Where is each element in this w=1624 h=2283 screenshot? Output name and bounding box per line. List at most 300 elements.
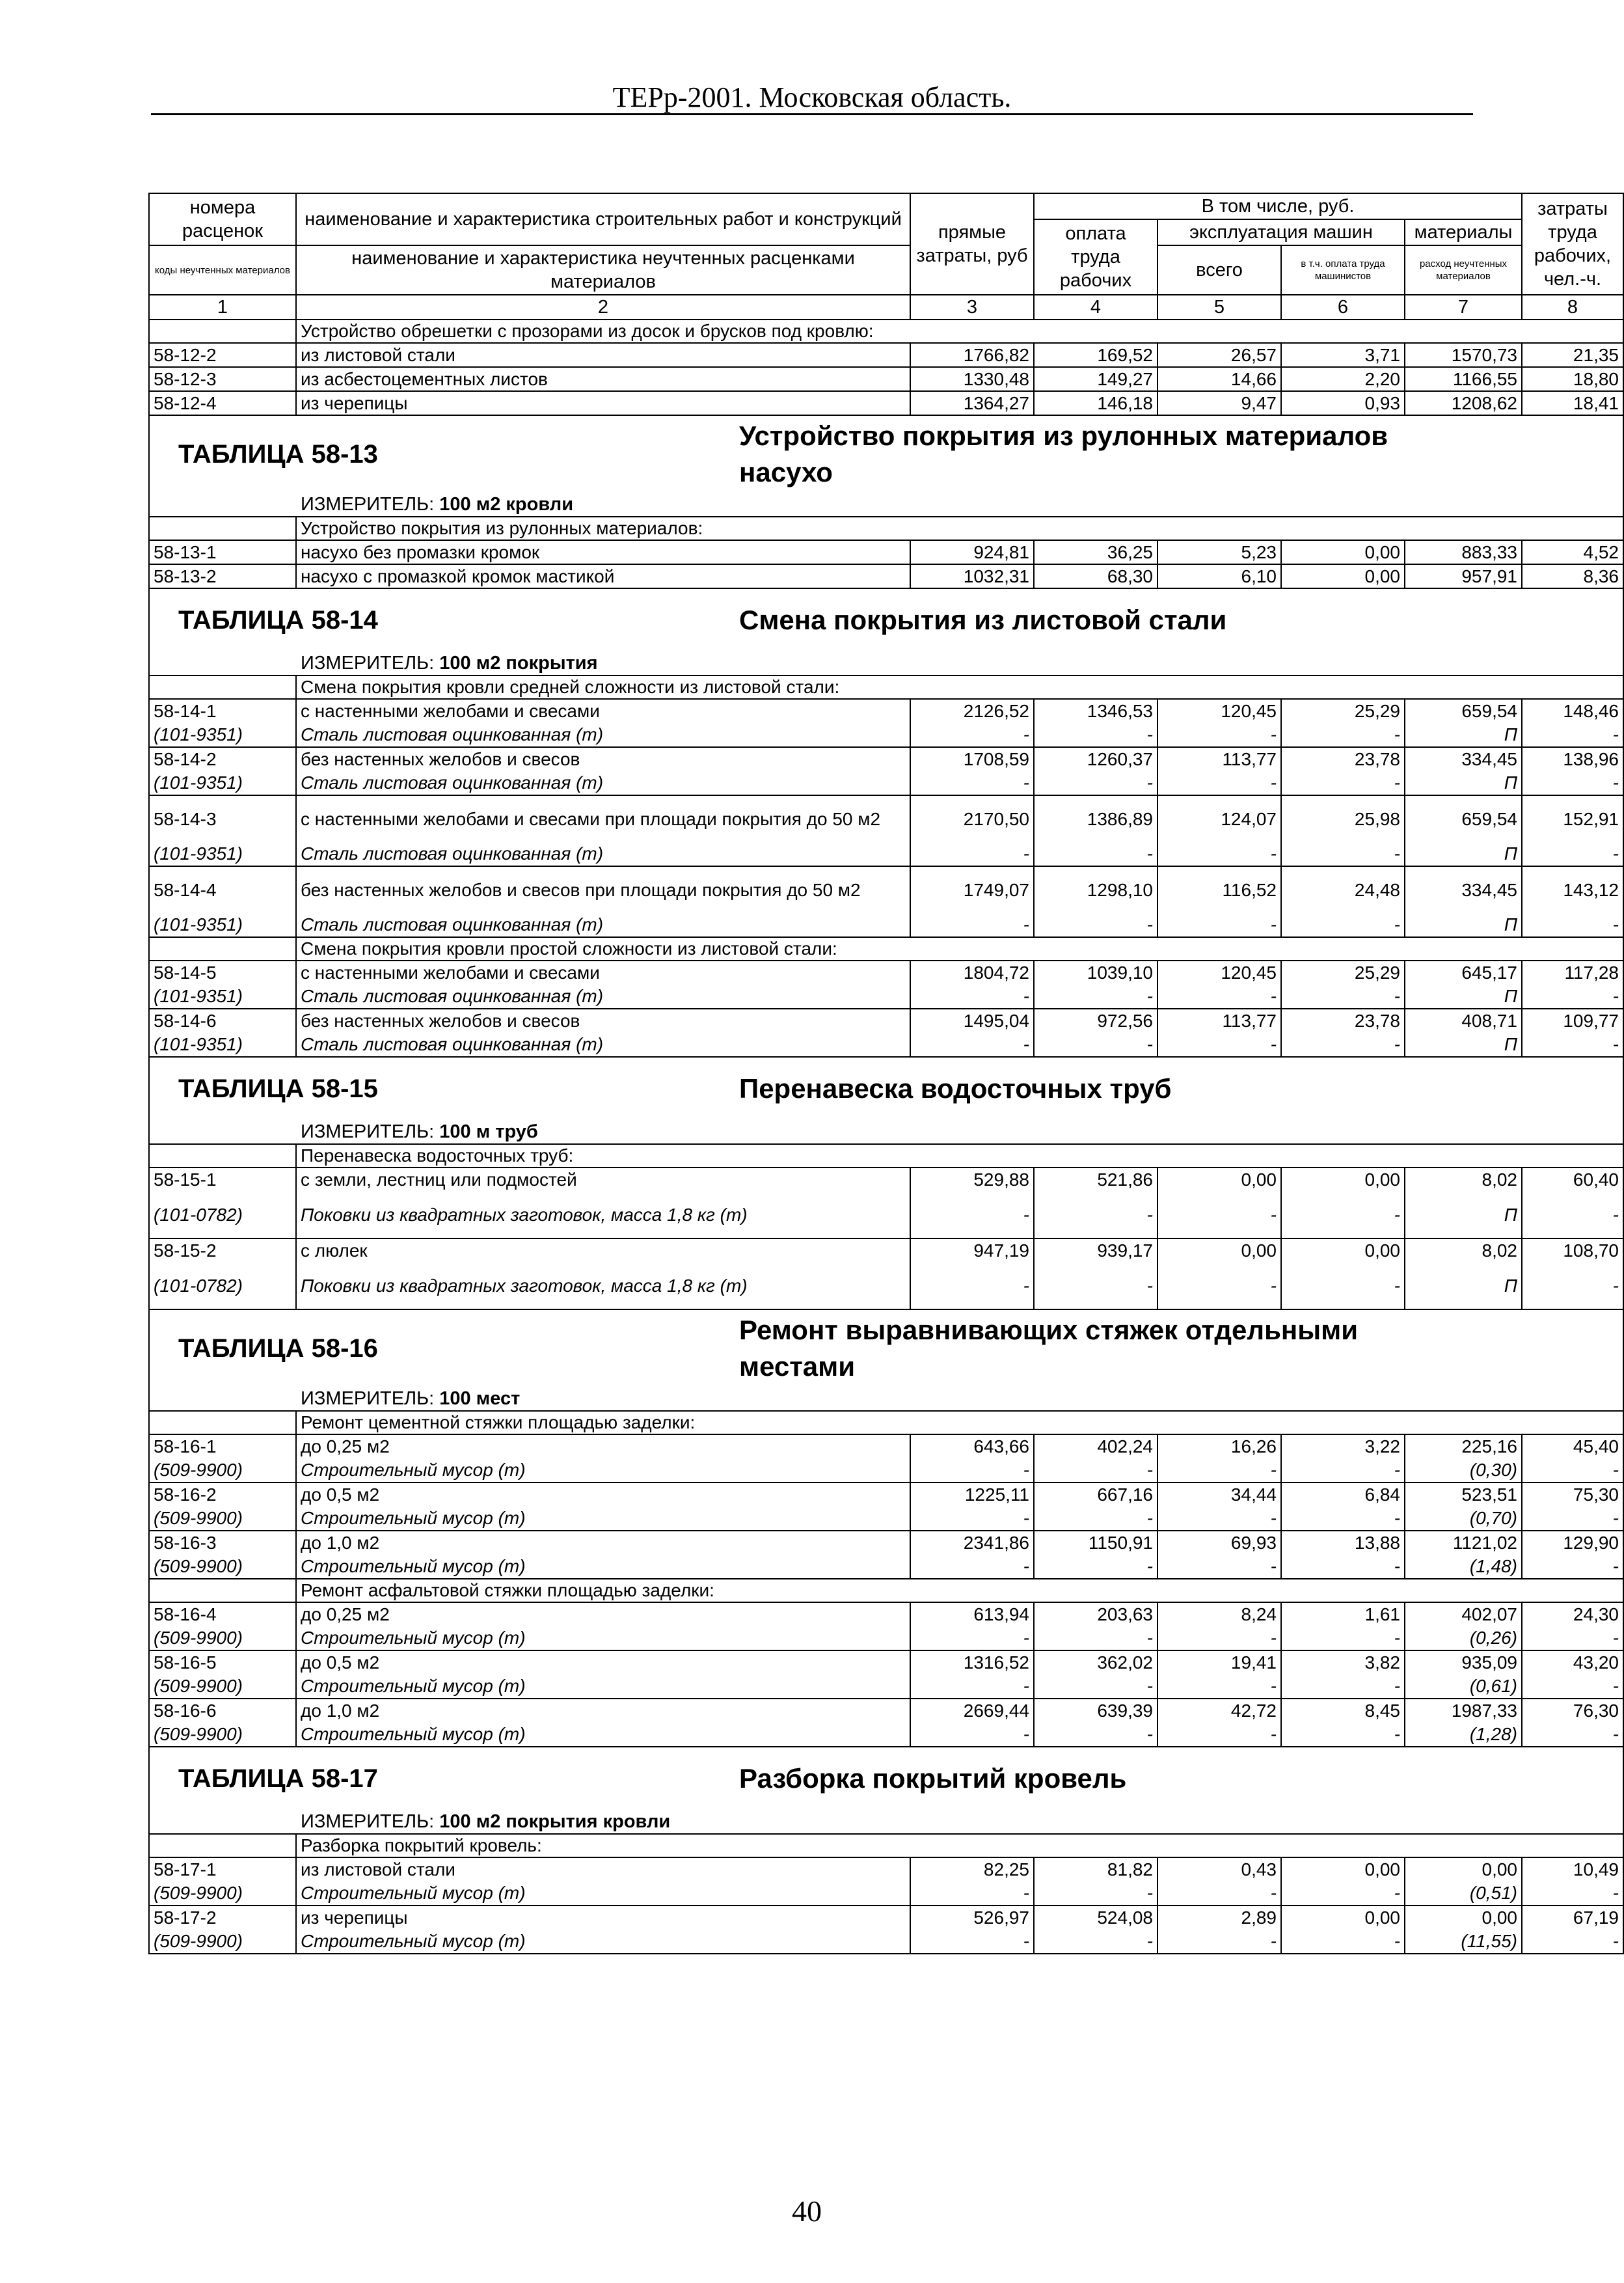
- table-title-block: [149, 1309, 1623, 1386]
- col-materials-header: материалы: [1405, 219, 1522, 245]
- labor: -: [1522, 1626, 1623, 1650]
- machines-wages: 0,00: [1281, 1168, 1405, 1192]
- machines-total: -: [1157, 1033, 1281, 1057]
- table-number: ТАБЛИЦА 58-16: [178, 1333, 378, 1363]
- wages: 1039,10: [1034, 961, 1157, 985]
- materials: (1,48): [1405, 1555, 1522, 1579]
- machines-wages: 13,88: [1281, 1531, 1405, 1555]
- material-row: [149, 1192, 1623, 1238]
- table-title-row: [149, 1747, 1623, 1809]
- col-labor-header: затраты труда рабочих, чел.-ч.: [1522, 193, 1623, 295]
- material-row: [149, 1930, 1623, 1954]
- table-body: [149, 320, 1623, 1954]
- direct-cost: 2126,52: [910, 699, 1034, 723]
- machines-wages: 24,48: [1281, 866, 1405, 913]
- machines-wages: 25,98: [1281, 795, 1405, 842]
- material-name: Сталь листовая оцинкованная (т): [296, 913, 910, 937]
- machines-wages: -: [1281, 1507, 1405, 1531]
- wages: -: [1034, 723, 1157, 747]
- col-direct-header: прямые затраты, руб: [910, 193, 1034, 295]
- rate-code: 58-17-2: [149, 1906, 296, 1930]
- direct-cost: -: [910, 723, 1034, 747]
- material-code: (509-9900): [149, 1675, 296, 1699]
- machines-wages: -: [1281, 723, 1405, 747]
- wages: 169,52: [1034, 343, 1157, 367]
- table-title: Перенавеска водосточных труб: [739, 1073, 1172, 1104]
- direct-cost: 1749,07: [910, 866, 1034, 913]
- direct-cost: -: [910, 1555, 1034, 1579]
- wages: -: [1034, 1507, 1157, 1531]
- wages: -: [1034, 985, 1157, 1009]
- unit-label: ИЗМЕРИТЕЛЬ:: [301, 1388, 435, 1409]
- unit-cell: [149, 1386, 1623, 1411]
- machines-wages: 1,61: [1281, 1602, 1405, 1626]
- direct-cost: -: [910, 1033, 1034, 1057]
- rate-row: [149, 866, 1623, 913]
- section-title: Разборка покрытий кровель:: [296, 1834, 1623, 1857]
- labor: -: [1522, 1033, 1623, 1057]
- direct-cost: 2669,44: [910, 1699, 1034, 1723]
- rate-code: 58-13-1: [149, 540, 296, 564]
- wages: 972,56: [1034, 1009, 1157, 1033]
- rate-name: из листовой стали: [296, 1857, 910, 1881]
- wages: -: [1034, 1033, 1157, 1057]
- labor: 143,12: [1522, 866, 1623, 913]
- machines-wages: 0,00: [1281, 540, 1405, 564]
- materials: П: [1405, 1033, 1522, 1057]
- rate-row: [149, 564, 1623, 588]
- materials: 0,00: [1405, 1857, 1522, 1881]
- wages: 1346,53: [1034, 699, 1157, 723]
- material-code: (101-9351): [149, 842, 296, 866]
- labor: 21,35: [1522, 343, 1623, 367]
- machines-total: 5,23: [1157, 540, 1281, 564]
- materials: 935,09: [1405, 1650, 1522, 1675]
- col-code-subheader: коды неучтенных материалов: [149, 245, 296, 295]
- materials: 883,33: [1405, 540, 1522, 564]
- col-wages-header: оплата труда рабочих: [1034, 219, 1157, 295]
- machines-wages: -: [1281, 1192, 1405, 1238]
- rate-row: [149, 699, 1623, 723]
- direct-cost: -: [910, 1458, 1034, 1483]
- rate-name: до 0,25 м2: [296, 1602, 910, 1626]
- table-title-row: [149, 588, 1623, 651]
- machines-total: 16,26: [1157, 1434, 1281, 1458]
- table-title: Смена покрытия из листовой стали: [739, 604, 1227, 635]
- material-row: [149, 1555, 1623, 1579]
- machines-wages: 0,00: [1281, 1906, 1405, 1930]
- direct-cost: -: [910, 1263, 1034, 1309]
- rate-row: [149, 1009, 1623, 1033]
- rate-code: 58-15-2: [149, 1238, 296, 1263]
- rate-code: 58-16-6: [149, 1699, 296, 1723]
- material-row: [149, 985, 1623, 1009]
- material-code: (101-9351): [149, 913, 296, 937]
- machines-total: 42,72: [1157, 1699, 1281, 1723]
- direct-cost: -: [910, 1626, 1034, 1650]
- labor: 76,30: [1522, 1699, 1623, 1723]
- machines-total: -: [1157, 1507, 1281, 1531]
- table-title-block: [149, 588, 1623, 651]
- rate-code: 58-16-4: [149, 1602, 296, 1626]
- machines-total: 34,44: [1157, 1483, 1281, 1507]
- wages: 36,25: [1034, 540, 1157, 564]
- empty-cell: [149, 320, 296, 343]
- labor: 109,77: [1522, 1009, 1623, 1033]
- wages: -: [1034, 1626, 1157, 1650]
- wages: 939,17: [1034, 1238, 1157, 1263]
- machines-wages: 0,00: [1281, 1238, 1405, 1263]
- material-name: Сталь листовая оцинкованная (т): [296, 842, 910, 866]
- material-name: Строительный мусор (т): [296, 1930, 910, 1954]
- material-code: (509-9900): [149, 1458, 296, 1483]
- direct-cost: -: [910, 913, 1034, 937]
- labor: -: [1522, 1555, 1623, 1579]
- direct-cost: 1495,04: [910, 1009, 1034, 1033]
- rate-code: 58-16-3: [149, 1531, 296, 1555]
- materials: 1987,33: [1405, 1699, 1522, 1723]
- rate-name: без настенных желобов и свесов: [296, 1009, 910, 1033]
- labor: 18,80: [1522, 367, 1623, 391]
- materials: (11,55): [1405, 1930, 1522, 1954]
- machines-wages: -: [1281, 1930, 1405, 1954]
- materials: П: [1405, 1263, 1522, 1309]
- rate-name: с настенными желобами и свесами при площади покрытия до 50 м2: [296, 795, 910, 842]
- table-title-block: [149, 1747, 1623, 1809]
- material-name: Строительный мусор (т): [296, 1675, 910, 1699]
- wages: -: [1034, 1555, 1157, 1579]
- materials: (0,51): [1405, 1881, 1522, 1906]
- section-title: Ремонт асфальтовой стяжки площадью заделки:: [296, 1579, 1623, 1602]
- material-name: Строительный мусор (т): [296, 1881, 910, 1906]
- rate-name: из черепицы: [296, 1906, 910, 1930]
- section-row: [149, 676, 1623, 699]
- materials: 408,71: [1405, 1009, 1522, 1033]
- direct-cost: 529,88: [910, 1168, 1034, 1192]
- material-name: Строительный мусор (т): [296, 1458, 910, 1483]
- rate-row: [149, 391, 1623, 415]
- labor: 117,28: [1522, 961, 1623, 985]
- labor: -: [1522, 1881, 1623, 1906]
- col-number: 6: [1281, 295, 1405, 320]
- material-name: Сталь листовая оцинкованная (т): [296, 1033, 910, 1057]
- unit-value: 100 м2 кровли: [439, 493, 574, 515]
- wages: -: [1034, 1458, 1157, 1483]
- rate-name: из листовой стали: [296, 343, 910, 367]
- table-number: ТАБЛИЦА 58-17: [178, 1764, 378, 1793]
- machines-total: 0,00: [1157, 1238, 1281, 1263]
- rate-code: 58-12-4: [149, 391, 296, 415]
- machines-total: -: [1157, 771, 1281, 795]
- machines-wages: 3,82: [1281, 1650, 1405, 1675]
- col-number: 2: [296, 295, 910, 320]
- labor: 43,20: [1522, 1650, 1623, 1675]
- direct-cost: 1316,52: [910, 1650, 1034, 1675]
- direct-cost: 947,19: [910, 1238, 1034, 1263]
- direct-cost: 2170,50: [910, 795, 1034, 842]
- machines-total: -: [1157, 1675, 1281, 1699]
- machines-wages: -: [1281, 1263, 1405, 1309]
- machines-total: 120,45: [1157, 961, 1281, 985]
- materials: П: [1405, 985, 1522, 1009]
- material-name: Поковки из квадратных заготовок, масса 1,8 кг (т): [296, 1192, 910, 1238]
- direct-cost: 2341,86: [910, 1531, 1034, 1555]
- materials: 957,91: [1405, 564, 1522, 588]
- machines-total: 69,93: [1157, 1531, 1281, 1555]
- labor: 4,52: [1522, 540, 1623, 564]
- machines-wages: -: [1281, 1881, 1405, 1906]
- table-number: ТАБЛИЦА 58-15: [178, 1074, 378, 1103]
- material-code: (509-9900): [149, 1930, 296, 1954]
- machines-total: -: [1157, 985, 1281, 1009]
- empty-cell: [149, 1834, 296, 1857]
- unit-row: [149, 1386, 1623, 1411]
- rate-row: [149, 1238, 1623, 1263]
- unit-row: [149, 1809, 1623, 1834]
- empty-cell: [149, 676, 296, 699]
- machines-total: -: [1157, 1555, 1281, 1579]
- labor: -: [1522, 1192, 1623, 1238]
- wages: -: [1034, 1675, 1157, 1699]
- table-title-row: [149, 1057, 1623, 1119]
- rate-row: [149, 540, 1623, 564]
- col-number: 8: [1522, 295, 1623, 320]
- rate-code: 58-15-1: [149, 1168, 296, 1192]
- machines-wages: -: [1281, 913, 1405, 937]
- material-code: (509-9900): [149, 1507, 296, 1531]
- labor: 148,46: [1522, 699, 1623, 723]
- machines-total: -: [1157, 842, 1281, 866]
- machines-wages: 23,78: [1281, 1009, 1405, 1033]
- direct-cost: 643,66: [910, 1434, 1034, 1458]
- direct-cost: 1804,72: [910, 961, 1034, 985]
- machines-wages: 8,45: [1281, 1699, 1405, 1723]
- material-code: (101-9351): [149, 985, 296, 1009]
- labor: 24,30: [1522, 1602, 1623, 1626]
- materials: 1570,73: [1405, 343, 1522, 367]
- machines-wages: 6,84: [1281, 1483, 1405, 1507]
- machines-wages: 3,22: [1281, 1434, 1405, 1458]
- material-row: [149, 1458, 1623, 1483]
- header-rule: [151, 113, 1473, 115]
- machines-total: 14,66: [1157, 367, 1281, 391]
- direct-cost: -: [910, 1507, 1034, 1531]
- rate-row: [149, 1857, 1623, 1881]
- material-row: [149, 1881, 1623, 1906]
- unit-value: 100 м2 покрытия: [439, 652, 598, 674]
- machines-total: 6,10: [1157, 564, 1281, 588]
- rate-code: 58-14-1: [149, 699, 296, 723]
- wages: 521,86: [1034, 1168, 1157, 1192]
- direct-cost: 1032,31: [910, 564, 1034, 588]
- rate-name: до 0,5 м2: [296, 1483, 910, 1507]
- unit-value: 100 мест: [439, 1388, 521, 1409]
- rate-row: [149, 1434, 1623, 1458]
- col-machines-header: эксплуатация машин: [1157, 219, 1405, 245]
- rate-name: до 0,5 м2: [296, 1650, 910, 1675]
- section-title: Перенавеска водосточных труб:: [296, 1144, 1623, 1168]
- materials: 225,16: [1405, 1434, 1522, 1458]
- material-name: Строительный мусор (т): [296, 1723, 910, 1747]
- rate-row: [149, 1699, 1623, 1723]
- labor: -: [1522, 913, 1623, 937]
- wages: 68,30: [1034, 564, 1157, 588]
- materials: П: [1405, 1192, 1522, 1238]
- labor: 45,40: [1522, 1434, 1623, 1458]
- material-row: [149, 771, 1623, 795]
- direct-cost: 526,97: [910, 1906, 1034, 1930]
- rate-row: [149, 1650, 1623, 1675]
- machines-wages: 2,20: [1281, 367, 1405, 391]
- materials: 334,45: [1405, 866, 1522, 913]
- material-code: (509-9900): [149, 1626, 296, 1650]
- machines-wages: 0,00: [1281, 564, 1405, 588]
- machines-wages: 3,71: [1281, 343, 1405, 367]
- rate-row: [149, 961, 1623, 985]
- section-title: Устройство обрешетки с прозорами из досок и брусков под кровлю:: [296, 320, 1623, 343]
- table-title-row: [149, 1309, 1623, 1386]
- materials: 659,54: [1405, 699, 1522, 723]
- empty-cell: [149, 1579, 296, 1602]
- materials: П: [1405, 723, 1522, 747]
- direct-cost: 1330,48: [910, 367, 1034, 391]
- material-row: [149, 913, 1623, 937]
- material-name: Сталь листовая оцинкованная (т): [296, 723, 910, 747]
- material-row: [149, 1626, 1623, 1650]
- materials: 8,02: [1405, 1168, 1522, 1192]
- labor: 129,90: [1522, 1531, 1623, 1555]
- empty-cell: [149, 517, 296, 540]
- machines-total: 0,43: [1157, 1857, 1281, 1881]
- unit-label: ИЗМЕРИТЕЛЬ:: [301, 493, 435, 515]
- rate-code: 58-14-6: [149, 1009, 296, 1033]
- wages: 524,08: [1034, 1906, 1157, 1930]
- wages: 1150,91: [1034, 1531, 1157, 1555]
- rate-name: с настенными желобами и свесами: [296, 699, 910, 723]
- direct-cost: 82,25: [910, 1857, 1034, 1881]
- machines-wages: -: [1281, 1033, 1405, 1057]
- material-code: (101-0782): [149, 1192, 296, 1238]
- materials: (0,30): [1405, 1458, 1522, 1483]
- material-code: (101-9351): [149, 723, 296, 747]
- col-number: 5: [1157, 295, 1281, 320]
- rate-code: 58-13-2: [149, 564, 296, 588]
- machines-wages: 25,29: [1281, 961, 1405, 985]
- material-row: [149, 1033, 1623, 1057]
- col-number: 7: [1405, 295, 1522, 320]
- table-title: Разборка покрытий кровель: [739, 1762, 1127, 1794]
- machines-wages: -: [1281, 1626, 1405, 1650]
- material-row: [149, 1507, 1623, 1531]
- wages: -: [1034, 1192, 1157, 1238]
- wages: -: [1034, 1723, 1157, 1747]
- machines-total: 19,41: [1157, 1650, 1281, 1675]
- machines-total: -: [1157, 1626, 1281, 1650]
- material-name: Сталь листовая оцинкованная (т): [296, 771, 910, 795]
- wages: 146,18: [1034, 391, 1157, 415]
- section-row: [149, 1834, 1623, 1857]
- section-title: Устройство покрытия из рулонных материалов:: [296, 517, 1623, 540]
- machines-wages: -: [1281, 985, 1405, 1009]
- table-title-block: [149, 415, 1623, 492]
- rate-code: 58-14-5: [149, 961, 296, 985]
- rate-code: 58-16-1: [149, 1434, 296, 1458]
- machines-total: 124,07: [1157, 795, 1281, 842]
- material-name: Строительный мусор (т): [296, 1626, 910, 1650]
- material-name: Сталь листовая оцинкованная (т): [296, 985, 910, 1009]
- direct-cost: -: [910, 1192, 1034, 1238]
- labor: -: [1522, 842, 1623, 866]
- material-name: Поковки из квадратных заготовок, масса 1,8 кг (т): [296, 1263, 910, 1309]
- direct-cost: 924,81: [910, 540, 1034, 564]
- machines-total: 2,89: [1157, 1906, 1281, 1930]
- material-row: [149, 1723, 1623, 1747]
- table-title-block: [149, 1057, 1623, 1119]
- wages: -: [1034, 1930, 1157, 1954]
- wages: 1298,10: [1034, 866, 1157, 913]
- direct-cost: -: [910, 1881, 1034, 1906]
- col-mach-total-header: всего: [1157, 245, 1281, 295]
- machines-total: 8,24: [1157, 1602, 1281, 1626]
- material-code: (509-9900): [149, 1881, 296, 1906]
- wages: 1260,37: [1034, 747, 1157, 771]
- rate-code: 58-12-3: [149, 367, 296, 391]
- material-row: [149, 1263, 1623, 1309]
- material-code: (509-9900): [149, 1723, 296, 1747]
- materials: 659,54: [1405, 795, 1522, 842]
- rate-name: до 1,0 м2: [296, 1699, 910, 1723]
- wages: 149,27: [1034, 367, 1157, 391]
- machines-total: -: [1157, 1263, 1281, 1309]
- materials: 1166,55: [1405, 367, 1522, 391]
- column-numbers-row: [149, 295, 1623, 320]
- empty-cell: [149, 937, 296, 961]
- rate-name: с земли, лестниц или подмостей: [296, 1168, 910, 1192]
- labor: 60,40: [1522, 1168, 1623, 1192]
- materials: П: [1405, 842, 1522, 866]
- machines-total: -: [1157, 1458, 1281, 1483]
- direct-cost: -: [910, 985, 1034, 1009]
- machines-wages: -: [1281, 1723, 1405, 1747]
- machines-wages: -: [1281, 1458, 1405, 1483]
- wages: 667,16: [1034, 1483, 1157, 1507]
- machines-total: 120,45: [1157, 699, 1281, 723]
- machines-wages: 23,78: [1281, 747, 1405, 771]
- labor: -: [1522, 985, 1623, 1009]
- machines-wages: 0,00: [1281, 1857, 1405, 1881]
- col-number: 4: [1034, 295, 1157, 320]
- materials: (0,61): [1405, 1675, 1522, 1699]
- materials: 0,00: [1405, 1906, 1522, 1930]
- rate-row: [149, 1168, 1623, 1192]
- labor: 8,36: [1522, 564, 1623, 588]
- rate-row: [149, 1483, 1623, 1507]
- direct-cost: -: [910, 1723, 1034, 1747]
- rate-code: 58-17-1: [149, 1857, 296, 1881]
- materials: 645,17: [1405, 961, 1522, 985]
- rate-row: [149, 343, 1623, 367]
- material-code: (101-9351): [149, 771, 296, 795]
- table-title: Ремонт выравнивающих стяжек отдельными местами: [739, 1314, 1359, 1382]
- rate-name: с люлек: [296, 1238, 910, 1263]
- machines-wages: -: [1281, 1555, 1405, 1579]
- wages: 639,39: [1034, 1699, 1157, 1723]
- col-number: 3: [910, 295, 1034, 320]
- labor: 18,41: [1522, 391, 1623, 415]
- section-row: [149, 1144, 1623, 1168]
- rate-row: [149, 1906, 1623, 1930]
- unit-value: 100 м труб: [439, 1121, 538, 1142]
